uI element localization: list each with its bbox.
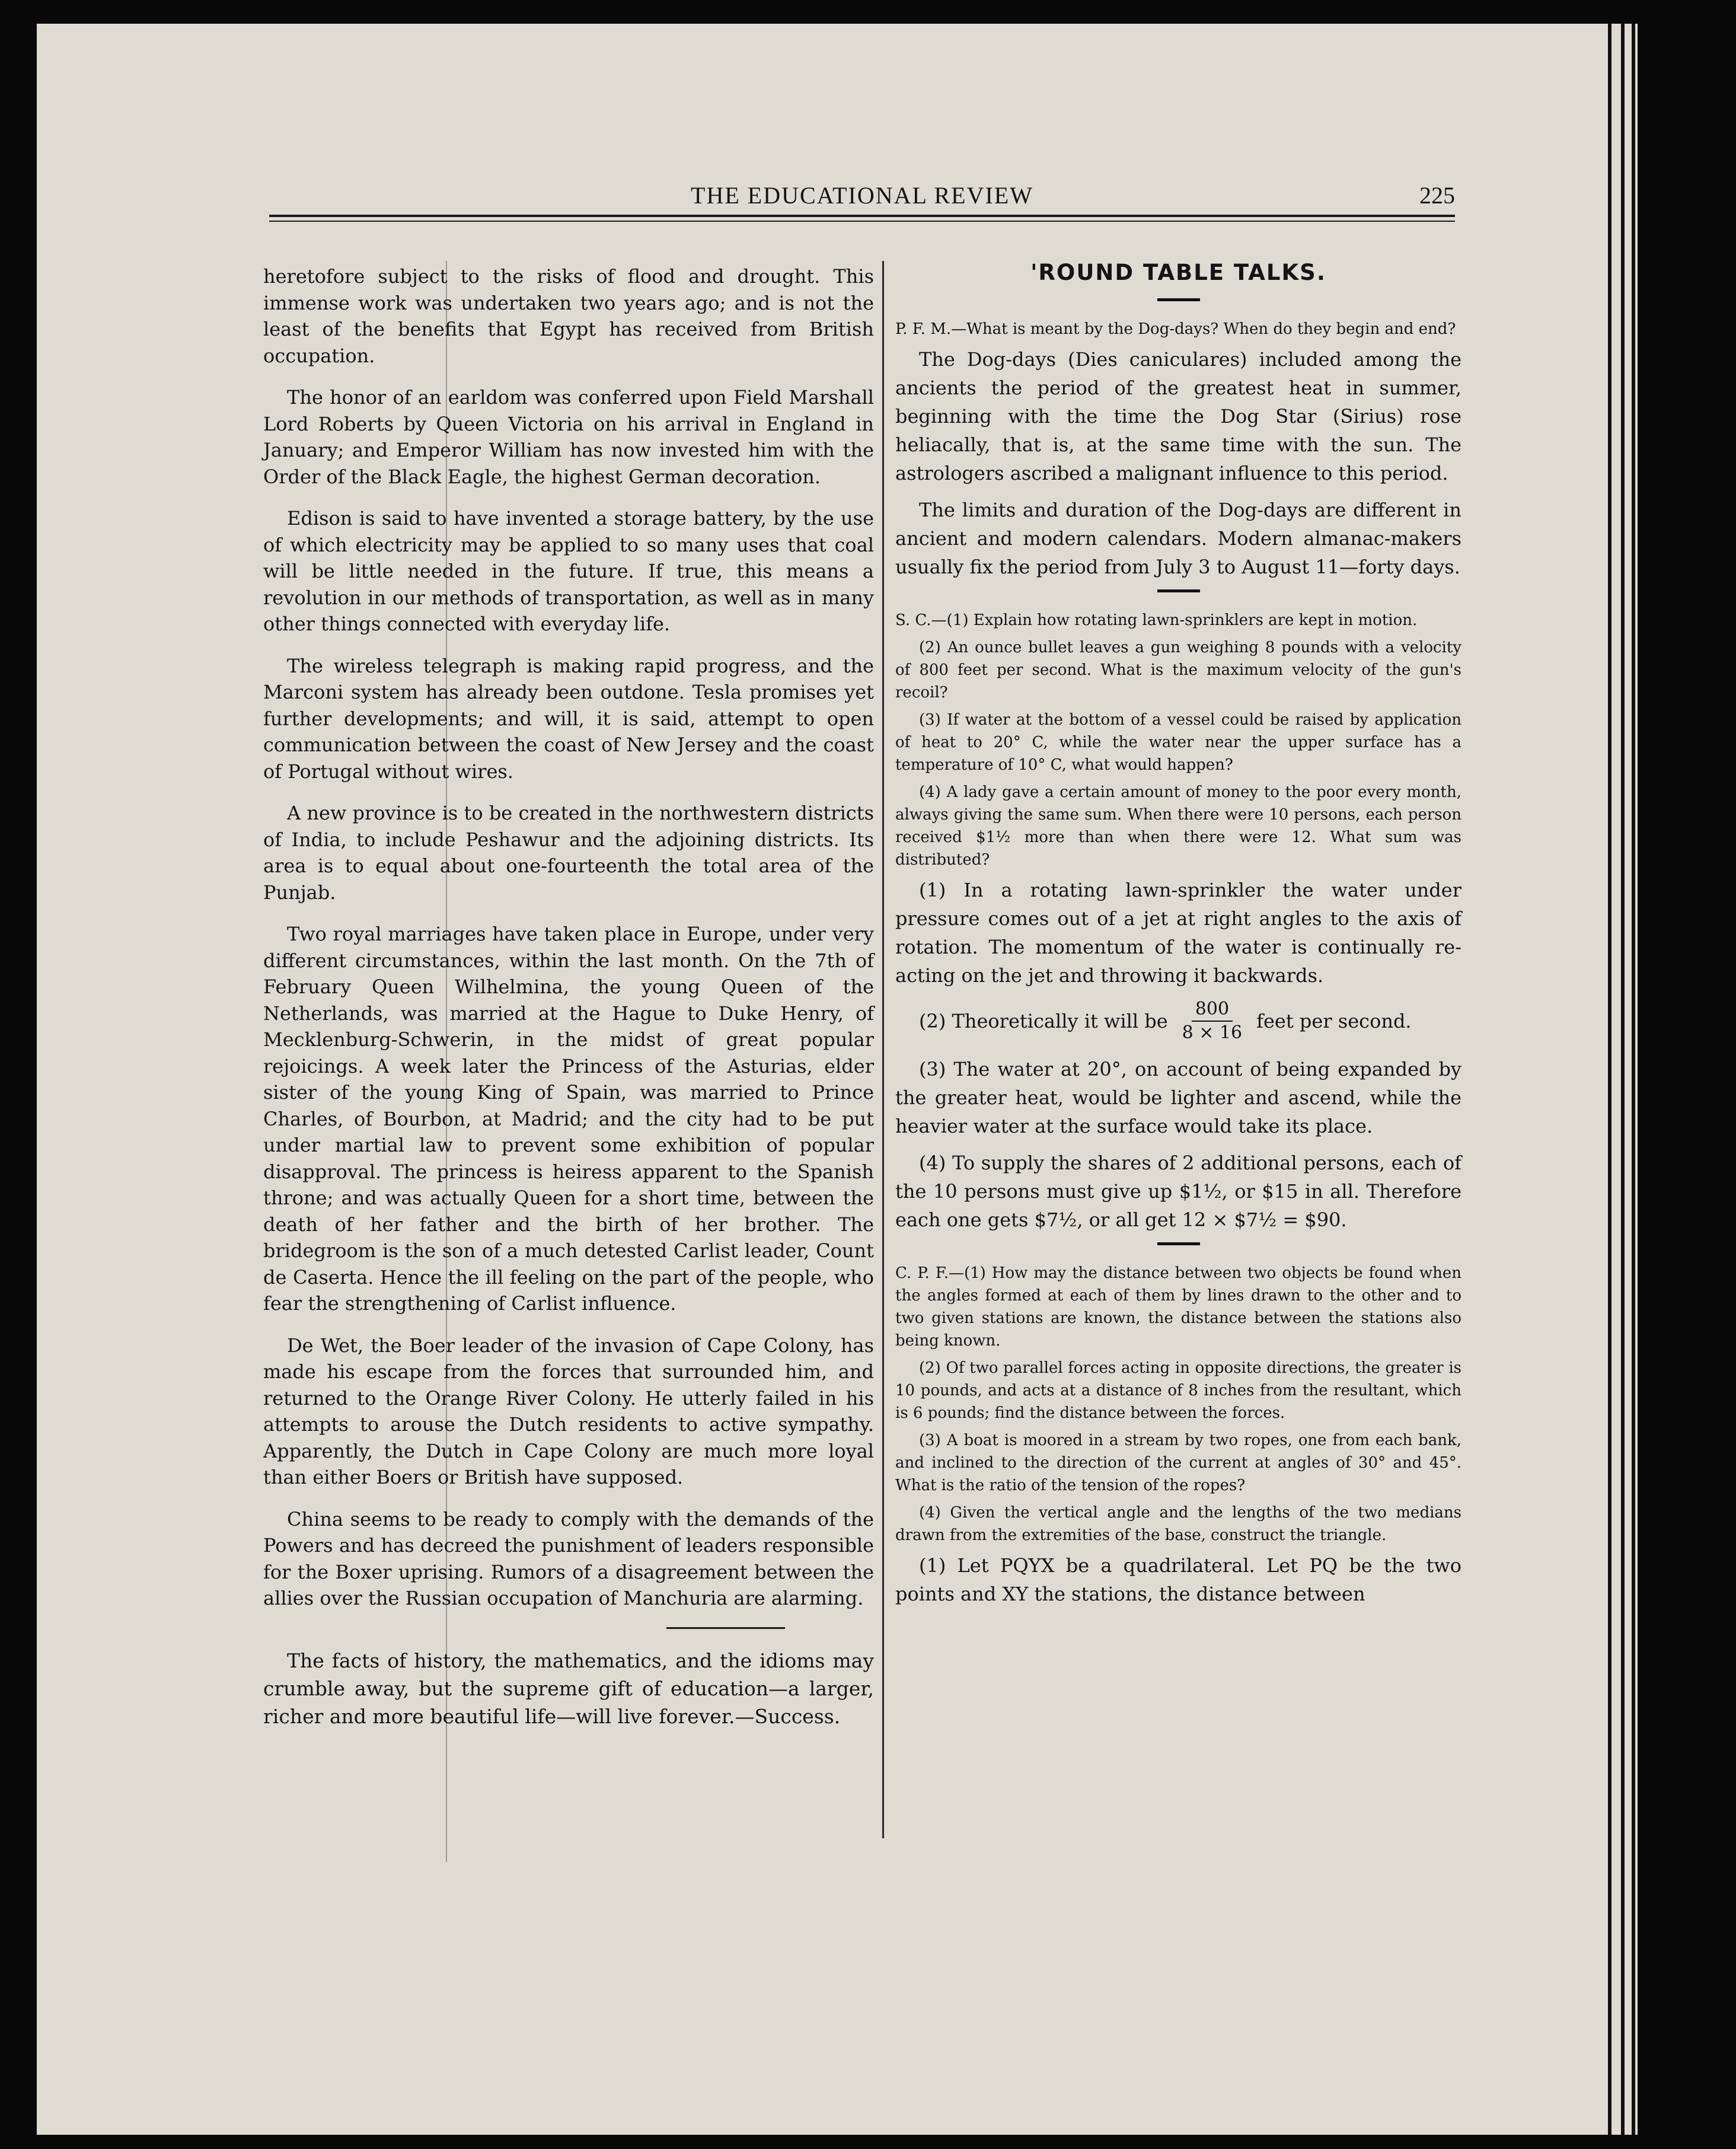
binding-stripe [1621,24,1625,2135]
answer-sc-4: (4) To supply the shares of 2 additional persons, each of the 10 persons must give up $1½, or $15 in all. Therefore each one gets $7½, or all get 12 × $7½ = $90. [895,1152,1461,1231]
left-column [263,263,874,1730]
question-cpf-2: (2) Of two parallel forces acting in opposite directions, the greater is 10 pounds, and acts at a distance of 8 inches from the resultant, which is 6 pounds; find the distance between the forces. [895,1359,1461,1422]
page-number: 225 [1419,182,1455,209]
binding-stripe [1632,24,1635,2135]
fraction-denominator: 8 × 16 [1182,1022,1243,1043]
question-cpf-3: (3) A boat is moored in a stream by two ropes, one from each bank, and inclined to the direction of the current at angles of 30° and 45°. What is the ratio of the tension of the ropes? [895,1431,1461,1494]
paragraph-earldom: The honor of an earldom was conferred upon Field Marshall Lord Roberts by Queen Victoria on his arrival in England in January; and Emperor William has now invested him with the Order of the Black Eagle, the highest German decoration. [263,386,874,488]
answer-sc-1: (1) In a rotating lawn-sprinkler the water under pressure comes out of a jet at right angles to the axis of rotation. The momentum of the water is continually re-acting on the jet and throwing it backwards. [895,879,1461,987]
answer-pfm-1: The Dog-days (Dies caniculares) included among the ancients the period of the greatest heat in summer, beginning with the time the Dog Star (Sirius) rose heliacally, that is, at the same time with the sun. The astrologers ascribed a malignant influence to this period. [895,348,1461,484]
answer-sc-3: (3) The water at 20°, on account of being expanded by the greater heat, would be lighter and ascend, while the heavier water at the surface would take its place. [895,1058,1461,1137]
running-header [269,177,1455,224]
answer-sc-2-suffix: feet per second. [1256,1010,1412,1032]
section-title: 'ROUND TABLE TALKS. [1030,260,1326,285]
paragraph-marriages: Two royal marriages have taken place in Europe, under very different circumstances, within the last month. On the 7th of February Queen Wilhelmina, the young Queen of the Netherlands, was married at the Hague to Duke Henry, of Mecklenburg-Schwerin, in the midst of great popular rejoicings. A week later the Princess of the Asturias, elder sister of the young King of Spain, was married to Prince Charles, of Bourbon, at Madrid; and the city had to be put under martial law to prevent some exhibition of popular disapproval. The princess is heiress apparent to the Spanish throne; and was actually Queen for a short time, between the death of her father and the birth of her brother. The bridegroom is the son of a much detested Carlist leader, Count de Caserta. Hence the ill feeling on the part of the people, who fear the strengthening of Carlist influence. [263,923,874,1315]
journal-title: THE EDUCATIONAL REVIEW [691,182,1033,209]
answer-cpf-1: (1) Let PQYX be a quadrilateral. Let PQ be the two points and XY the stations, the distance between [895,1554,1461,1605]
question-cpf-4: (4) Given the vertical angle and the lengths of the two medians drawn from the extremities of the base, construct the triangle. [895,1504,1461,1544]
question-sc-2: (2) An ounce bullet leaves a gun weighing 8 pounds with a velocity of 800 feet per second. What is the maximum velocity of the gun's recoil? [895,639,1461,702]
header-rule-thin [269,221,1455,222]
binding-stripe [1608,24,1611,2135]
divider-rule [1157,589,1200,592]
column-separator [882,261,884,1838]
fraction [1182,998,1242,1044]
paragraph-de-wet: De Wet, the Boer leader of the invasion of Cape Colony, has made his escape from the forces that surrounded him, and returned to the Orange River Colony. He utterly failed in his attempts to arouse the Dutch residents to active sympathy. Apparently, the Dutch in Cape Colony are much more loyal than either Boers or British have supposed. [263,1334,874,1488]
quote-success: The facts of history, the mathematics, and the idioms may crumble away, but the supreme gift of education—a larger, richer and more beautiful life—will live forever.—Success. [263,1649,874,1728]
question-sc-3: (3) If water at the bottom of a vessel could be raised by application of heat to 20° C, while the water near the upper surface has a temperature of 10° C, what would happen? [895,711,1461,774]
header-rule [269,215,1455,217]
answer-sc-2-prefix: (2) Theoretically it will be [919,1010,1168,1032]
fraction-numerator: 800 [1192,998,1233,1022]
answer-sc-2 [895,998,1461,1044]
paragraph-egypt: heretofore subject to the risks of flood and drought. This immense work was undertaken two years ago; and is not the least of the benefits that Egypt has received from British occupation. [263,265,874,367]
section-rule [1157,298,1200,301]
quote-rule [666,1627,785,1629]
right-column [895,260,1461,1616]
paragraph-wireless: The wireless telegraph is making rapid progress, and the Marconi system has already been outdone. Tesla promises yet further developments; and will, it is said, attempt to open communication between the coast of New Jersey and the coast of Portugal without wires. [263,654,874,783]
question-sc-4: (4) A lady gave a certain amount of money to the poor every month, always giving the same sum. When there were 10 persons, each person received $1½ more than when there were 12. What sum was distributed? [895,783,1461,869]
divider-rule-2 [1157,1242,1200,1245]
paragraph-india: A new province is to be created in the northwestern districts of India, to include Peshawur and the adjoining districts. Its area is to equal about one-fourteenth the total area of the Punjab. [263,802,874,904]
answer-pfm-2: The limits and duration of the Dog-days are different in ancient and modern calendars. Modern almanac-makers usually fix the period from July 3 to August 11—forty days. [895,499,1461,578]
question-pfm: P. F. M.—What is meant by the Dog-days? When do they begin and end? [895,320,1456,338]
paragraph-china: China seems to be ready to comply with the demands of the Powers and has decreed the punishment of leaders responsible for the Boxer uprising. Rumors of a disagreement between the allies over the Russian occupation of Manchuria are alarming. [263,1507,874,1609]
question-cpf-1: C. P. F.—(1) How may the distance between two objects be found when the angles formed at each of them by lines drawn to the other and to two given stations are known, the distance between the stations also being known. [895,1264,1461,1350]
question-sc-1: S. C.—(1) Explain how rotating lawn-sprinklers are kept in motion. [895,611,1418,629]
paragraph-edison: Edison is said to have invented a storage battery, by the use of which electricity may be applied to so many uses that coal will be little needed in the future. If true, this means a revolution in our methods of transportation, as well as in many other things connected with everyday life. [263,507,874,635]
journal-page [37,24,1638,2135]
